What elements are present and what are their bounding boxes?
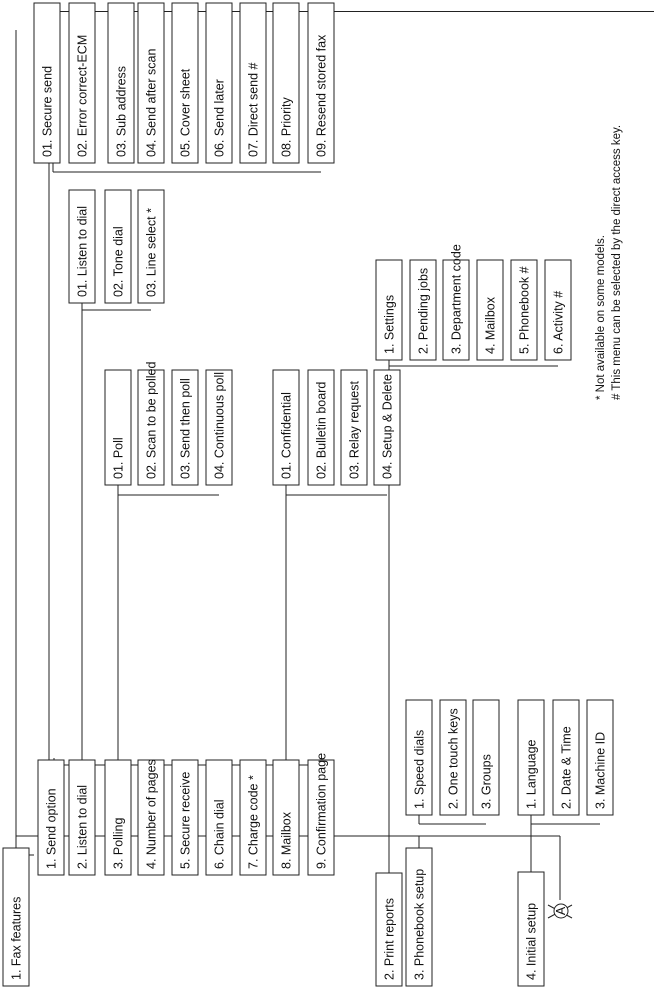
bulletin-board-box-label: 02. Bulletin board (314, 381, 329, 479)
listen-to-dial-box-label: 2. Listen to dial (75, 784, 90, 869)
send-option-box (38, 760, 64, 875)
footnote-not-available: * Not available on some models. (595, 235, 607, 400)
secure-receive-box (172, 760, 198, 875)
groups-box (473, 700, 499, 815)
initial-setup-box-label: 4. Initial setup (524, 902, 539, 980)
confirmation-page-box (308, 753, 334, 875)
groups-box-label: 3. Groups (479, 754, 494, 809)
pending-jobs-box-label: 2. Pending jobs (416, 267, 431, 354)
initial-setup-box (518, 872, 544, 986)
activity-box-label: 6. Activity # (551, 290, 566, 354)
pending-jobs-box (410, 260, 436, 360)
speed-dials-box-label: 1. Speed dials (412, 729, 427, 809)
number-of-pages-box-label: 4. Number of pages (144, 759, 159, 869)
footnotes (595, 125, 623, 400)
one-touch-keys-box-label: 2. One touch keys (446, 708, 461, 809)
machine-id-box-label: 3. Machine ID (593, 731, 608, 809)
footnote-direct-access: # This menu can be selected by the direct access key. (611, 124, 623, 400)
secure-send-box (34, 3, 60, 163)
relay-request-box-label: 03. Relay request (347, 381, 362, 479)
secure-receive-box-label: 5. Secure receive (178, 771, 193, 869)
confidential-box (273, 370, 299, 485)
line-select-box (138, 190, 164, 303)
scan-to-be-polled-box (138, 362, 164, 485)
mailbox-box-label: 8. Mailbox (279, 812, 294, 869)
report-mailbox-box (477, 260, 503, 360)
continuous-poll-box (206, 370, 232, 485)
polling-box (105, 760, 131, 875)
report-phonebook-box-label: 5. Phonebook # (517, 266, 532, 354)
resend-stored-fax-box-label: 09. Resend stored fax (314, 34, 329, 157)
send-option-box-label: 1. Send option (44, 788, 59, 869)
relay-request-box (341, 370, 367, 485)
continuation-marker-a (554, 904, 568, 918)
language-box (518, 700, 544, 815)
sub-listen-to-dial-box (69, 190, 95, 303)
phonebook-setup-box (406, 848, 432, 986)
phonebook-setup-box-label: 3. Phonebook setup (412, 868, 427, 980)
error-correct-box (69, 3, 95, 163)
one-touch-keys-box (440, 700, 466, 815)
date-time-box-label: 2. Date & Time (559, 726, 574, 809)
report-phonebook-box (511, 260, 537, 360)
sub-address-box-label: 03. Sub address (114, 65, 129, 157)
print-reports-box-label: 2. Print reports (382, 898, 397, 980)
confirmation-page-box-label: 9. Confirmation page (314, 752, 329, 869)
poll-box-label: 01. Poll (111, 437, 126, 479)
sub-address-box (108, 3, 134, 163)
number-of-pages-box (138, 759, 164, 875)
poll-box (105, 370, 131, 485)
direct-send-box (240, 3, 266, 163)
continuation-marker-label: A (554, 906, 568, 916)
machine-id-box (587, 700, 613, 815)
cover-sheet-box (172, 3, 198, 163)
sub-listen-to-dial-box-label: 01. Listen to dial (75, 205, 90, 297)
listen-to-dial-box (69, 760, 95, 875)
department-code-box (443, 244, 469, 360)
send-later-box (206, 3, 232, 163)
continuous-poll-box-label: 04. Continuous poll (212, 371, 227, 479)
send-then-poll-box (172, 370, 198, 485)
mailbox-box (273, 760, 299, 875)
activity-box (545, 260, 571, 360)
bulletin-board-box (308, 370, 334, 485)
priority-box-label: 08. Priority (279, 97, 294, 157)
chain-dial-box (206, 760, 232, 875)
chain-dial-box-label: 6. Chain dial (212, 799, 227, 869)
resend-stored-fax-box (308, 3, 334, 163)
direct-send-box-label: 07. Direct send # (246, 62, 261, 157)
send-later-box-label: 06. Send later (212, 79, 227, 157)
send-after-scan-box (138, 3, 164, 163)
tone-dial-box (105, 190, 131, 303)
cover-sheet-box-label: 05. Cover sheet (178, 68, 193, 157)
print-reports-box (376, 873, 402, 986)
settings-box-label: 1. Settings (382, 294, 397, 354)
charge-code-box (240, 760, 266, 875)
department-code-box-label: 3. Department code (449, 244, 464, 354)
charge-code-box-label: 7. Charge code * (246, 775, 261, 869)
polling-box-label: 3. Polling (111, 817, 126, 869)
setup-delete-box (374, 370, 400, 485)
line-select-box-label: 03. Line select * (144, 208, 159, 297)
speed-dials-box (406, 700, 432, 815)
send-then-poll-box-label: 03. Send then poll (178, 378, 193, 479)
settings-box (376, 260, 402, 360)
confidential-box-label: 01. Confidential (279, 392, 294, 479)
tone-dial-box-label: 02. Tone dial (111, 226, 126, 297)
setup-delete-box-label: 04. Setup & Delete (380, 374, 395, 479)
priority-box (273, 3, 299, 163)
fax-features-box (3, 848, 29, 986)
error-correct-box-label: 02. Error correct-ECM (75, 34, 90, 157)
scan-to-be-polled-box-label: 02. Scan to be polled (144, 361, 159, 479)
date-time-box (553, 700, 579, 815)
report-mailbox-box-label: 4. Mailbox (483, 297, 498, 354)
secure-send-box-label: 01. Secure send (40, 65, 55, 157)
send-after-scan-box-label: 04. Send after scan (144, 48, 159, 157)
fax-features-box-label: 1. Fax features (9, 896, 24, 980)
language-box-label: 1. Language (524, 739, 539, 809)
